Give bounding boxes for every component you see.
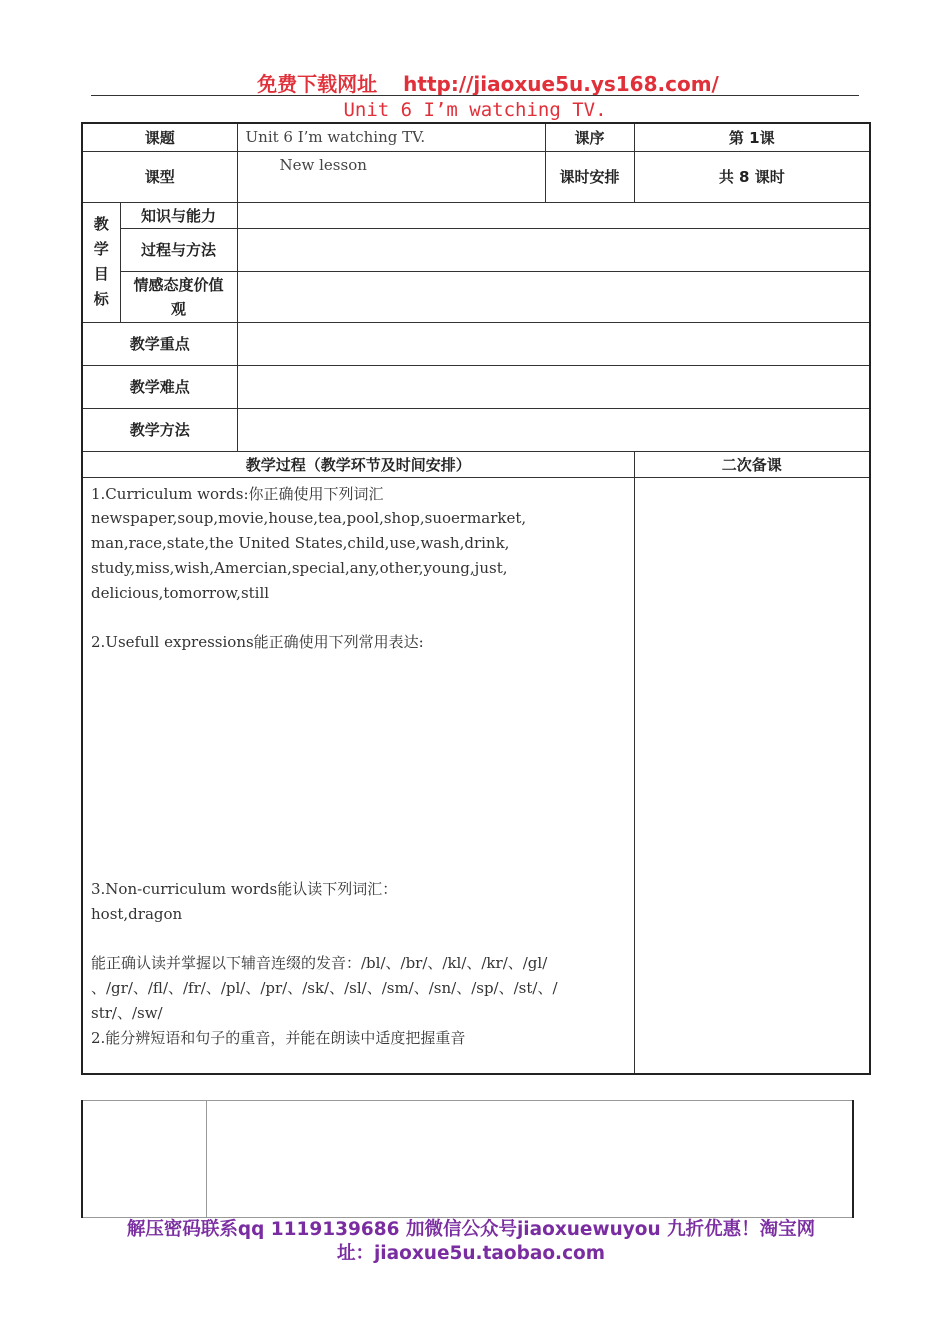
non-curriculum-title: 3.Non-curriculum words能认读下列词汇： [91, 880, 398, 899]
order-label: 课序 [545, 123, 634, 151]
phonics-line: 、/gr/、/fl/、/fr/、/pl/、/pr/、/sk/、/sl/、/sm/、/sn/、/sp/、/st/、/ [91, 979, 558, 998]
topic-label: 课题 [82, 123, 237, 151]
goal-process-cell[interactable] [237, 228, 870, 271]
expressions-title: 2.Usefull expressions能正确使用下列常用表达: [91, 633, 424, 652]
method-cell[interactable] [237, 408, 870, 451]
goal-attitude-cell[interactable] [237, 271, 870, 322]
curriculum-words-line: study,miss,wish,Amercian,special,any,other,young,just, [91, 558, 508, 577]
phonics-line: 能正确认读并掌握以下辅音连缀的发音：/bl/、/br/、/kl/、/kr/、/gl/ [91, 954, 548, 973]
goal-attitude-label: 情感态度价值观 [120, 271, 237, 322]
curriculum-words-title: 1.Curriculum words:你正确使用下列词汇 [91, 484, 384, 503]
difficulty-cell[interactable] [237, 365, 870, 408]
focus-cell[interactable] [237, 322, 870, 365]
page-title: Unit 6 I’m watching TV. [343, 99, 607, 121]
non-curriculum-words: host,dragon [91, 904, 183, 923]
goal-char: 目 [93, 265, 109, 283]
second-prep-header: 二次备课 [634, 451, 870, 477]
hours-label: 课时安排 [545, 151, 634, 202]
difficulty-label: 教学难点 [82, 365, 237, 408]
type-label: 课型 [82, 151, 237, 202]
method-label: 教学方法 [82, 408, 237, 451]
footer-notice [91, 1218, 851, 1266]
header-label: 免费下载网址 [257, 72, 378, 96]
download-header [228, 68, 748, 97]
process-header: 教学过程（教学环节及时间安排） [82, 451, 634, 477]
topic-value: Unit 6 I’m watching TV. [237, 123, 545, 151]
lesson-plan-table [81, 122, 871, 1075]
goal-char: 教 [93, 215, 109, 233]
type-value: New lesson [237, 151, 545, 202]
process-content [82, 477, 634, 1074]
header-divider [91, 95, 859, 96]
goal-knowledge-label: 知识与能力 [120, 202, 237, 228]
teaching-goals-label [82, 202, 120, 322]
curriculum-words-line: man,race,state,the United States,child,use,wash,drink, [91, 534, 510, 553]
curriculum-words-line: newspaper,soup,movie,house,tea,pool,shop,suoermarket, [91, 509, 527, 528]
goal-process-label: 过程与方法 [120, 228, 237, 271]
second-prep-cell[interactable] [634, 477, 870, 1074]
focus-label: 教学重点 [82, 322, 237, 365]
footer-line: 解压密码联系qq 1119139686 加微信公众号jiaoxuewuyou 九折优惠！淘宝网 [126, 1219, 816, 1240]
continuation-table [81, 1100, 854, 1218]
order-value: 第 1课 [634, 123, 870, 151]
stress-line: 2.能分辨短语和句子的重音，并能在朗读中适度把握重音 [91, 1028, 466, 1047]
hours-value: 共 8 课时 [634, 151, 870, 202]
phonics-line: str/、/sw/ [91, 1004, 163, 1023]
header-url-link[interactable]: http://jiaoxue5u.ys168.com/ [403, 72, 719, 96]
footer-line: 址：jiaoxue5u.taobao.com [336, 1243, 606, 1264]
goal-char: 学 [93, 240, 109, 258]
goal-knowledge-cell[interactable] [237, 202, 870, 228]
expressions-blank [91, 655, 626, 877]
curriculum-words-line: delicious,tomorrow,still [91, 583, 270, 602]
continuation-left-cell[interactable] [82, 1101, 206, 1218]
goal-char: 标 [93, 290, 109, 308]
continuation-right-cell[interactable] [206, 1101, 853, 1218]
